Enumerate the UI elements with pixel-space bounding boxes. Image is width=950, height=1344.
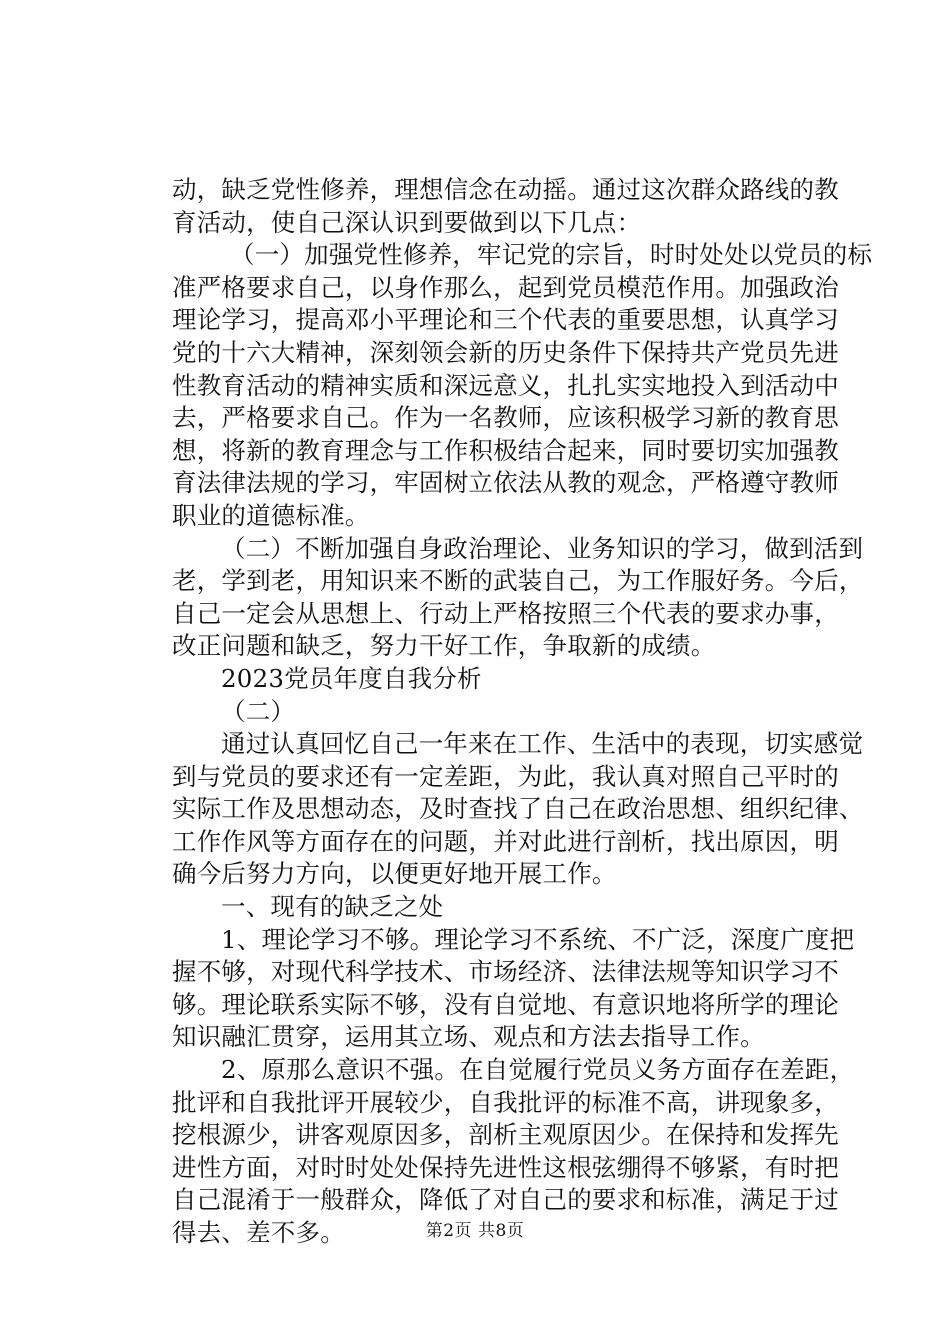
text-line: 确今后努力方向，以便更好地开展工作。 <box>172 859 617 889</box>
text-line: （二）不断加强自身政治理论、业务知识的学习，做到活到 <box>221 533 864 563</box>
text-line: 性教育活动的精神实质和深远意义，扎扎实实地投入到活动中 <box>172 370 839 400</box>
text-line: 到与党员的要求还有一定差距，为此，我认真对照自己平时的 <box>172 761 839 791</box>
text-line: 工作作风等方面存在的问题，并对此进行剖析，找出原因，明 <box>172 826 839 856</box>
text-line: 育活动，使自己深认识到要做到以下几点： <box>172 207 642 237</box>
text-line: 知识融汇贯穿，运用其立场、观点和方法去指导工作。 <box>172 1022 765 1052</box>
text-line: 2、原那么意识不强。在自觉履行党员义务方面存在差距， <box>221 1055 855 1085</box>
text-line: 改正问题和缺乏，努力干好工作，争取新的成绩。 <box>172 631 716 661</box>
text-line: 自己一定会从思想上、行动上严格按照三个代表的要求办事， <box>172 598 839 628</box>
text-line: 自己混淆于一般群众，降低了对自己的要求和标准，满足于过 <box>172 1185 839 1215</box>
text-line: 老，学到老，用知识来不断的武装自己，为工作服好务。今后， <box>172 566 864 596</box>
text-line: （一）加强党性修养，牢记党的宗旨，时时处处以党员的标 <box>230 240 873 270</box>
text-line: 1、理论学习不够。理论学习不系统、不广泛，深度广度把 <box>221 924 855 954</box>
text-line: （二） <box>221 696 296 726</box>
text-line: 2023党员年度自我分析 <box>221 663 482 693</box>
text-line: 想，将新的教育理念与工作积极结合起来，同时要切实加强教 <box>172 435 839 465</box>
text-line: 批评和自我批评开展较少，自我批评的标准不高，讲现象多， <box>172 1087 839 1117</box>
page-footer: 第2页 共8页 <box>425 1221 525 1241</box>
text-line: 握不够，对现代科学技术、市场经济、法律法规等知识学习不 <box>172 957 839 987</box>
text-line: 进性方面，对时时处处保持先进性这根弦绷得不够紧，有时把 <box>172 1152 839 1182</box>
text-line: 挖根源少，讲客观原因多，剖析主观原因少。在保持和发挥先 <box>172 1120 839 1150</box>
text-line: 通过认真回忆自己一年来在工作、生活中的表现，切实感觉 <box>221 729 864 759</box>
text-line: 得去、差不多。 <box>172 1218 345 1247</box>
text-line: 去，严格要求自己。作为一名教师，应该积极学习新的教育思 <box>172 403 839 433</box>
text-line: 理论学习，提高邓小平理论和三个代表的重要思想，认真学习 <box>172 305 839 335</box>
text-line: 够。理论联系实际不够，没有自觉地、有意识地将所学的理论 <box>172 989 839 1019</box>
text-line: 动，缺乏党性修养，理想信念在动摇。通过这次群众路线的教 <box>172 175 839 204</box>
document-body <box>172 174 873 1250</box>
text-line: 党的十六大精神，深刻领会新的历史条件下保持共产党员先进 <box>172 337 839 367</box>
text-line: 实际工作及思想动态，及时查找了自己在政治思想、组织纪律、 <box>172 794 864 824</box>
text-line: 准严格要求自己，以身作那么，起到党员模范作用。加强政治 <box>172 272 839 302</box>
text-line: 育法律法规的学习，牢固树立依法从教的观念，严格遵守教师 <box>172 468 839 498</box>
text-line: 一、现有的缺乏之处 <box>221 892 444 922</box>
text-line: 职业的道德标准。 <box>172 500 370 530</box>
